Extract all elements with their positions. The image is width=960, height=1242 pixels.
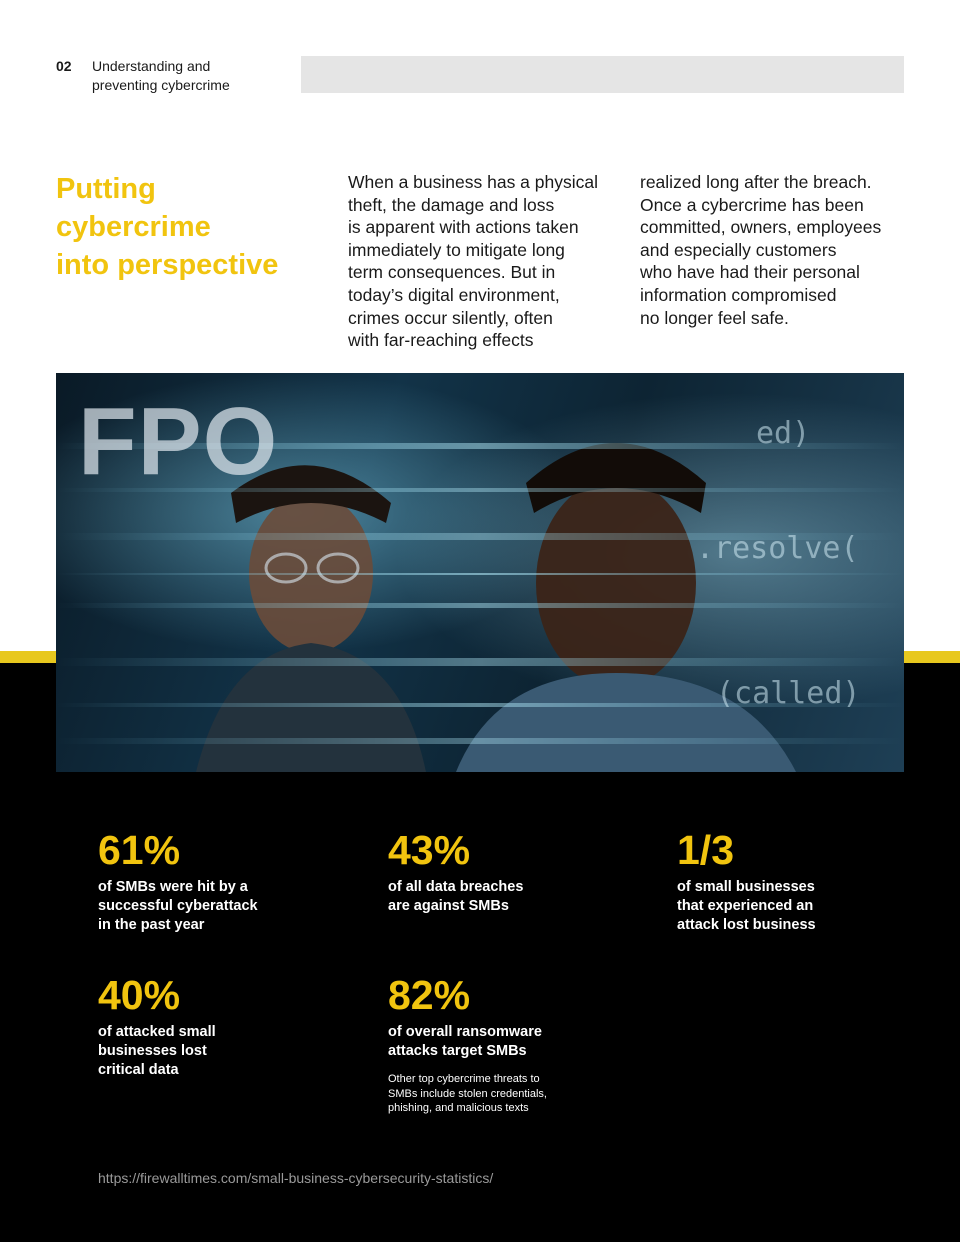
stat-footnote-line: phishing, and malicious texts — [388, 1102, 529, 1114]
stat-value: 1/3 — [677, 827, 734, 873]
stat-value: 82% — [388, 972, 471, 1018]
stat-description-line: businesses lost — [98, 1043, 207, 1059]
chapter-title-line: Understanding and — [92, 58, 211, 74]
fpo-overlay-label: FPO — [78, 388, 279, 495]
intro-line: information compromised — [640, 284, 837, 305]
hero-photo — [56, 373, 904, 772]
stat-description-line: of attacked small — [98, 1024, 216, 1040]
stat-description — [677, 878, 917, 935]
stat-description-line: of small businesses — [677, 879, 815, 895]
headline-line: into perspective — [56, 249, 279, 281]
svg-text:.resolve(: .resolve( — [696, 531, 859, 566]
stat-description-line: in the past year — [98, 917, 205, 933]
page-header — [56, 57, 282, 95]
stat-footnote — [388, 1072, 588, 1116]
intro-line: and especially customers — [640, 239, 837, 260]
stat-description-line: critical data — [98, 1062, 179, 1078]
stat-description-line: of SMBs were hit by a — [98, 879, 248, 895]
intro-column-1 — [348, 171, 623, 352]
section-headline — [56, 170, 316, 284]
intro-line: with far-reaching effects — [348, 330, 534, 351]
chapter-title-line: preventing cybercrime — [92, 77, 230, 93]
intro-line: immediately to mitigate long — [348, 239, 565, 260]
intro-line: who have had their personal — [640, 262, 860, 283]
intro-line: is apparent with actions taken — [348, 217, 579, 238]
stat-description-line: attacks target SMBs — [388, 1043, 527, 1059]
stat-footnote-line: Other top cybercrime threats to — [388, 1073, 540, 1085]
stat-description — [388, 878, 628, 916]
stat-description-line: that experienced an — [677, 898, 814, 914]
stat-block — [677, 828, 917, 935]
stat-description — [98, 1023, 338, 1080]
stat-description-line: of all data breaches — [388, 879, 524, 895]
headline-line: Putting — [56, 173, 156, 205]
stat-value: 40% — [98, 972, 181, 1018]
intro-line: When a business has a physical — [348, 172, 598, 192]
intro-line: committed, owners, employees — [640, 217, 882, 238]
intro-line: crimes occur silently, often — [348, 307, 553, 328]
header-bar — [301, 56, 904, 93]
stat-block — [388, 973, 628, 1116]
stat-description — [388, 1023, 628, 1061]
svg-text:ed): ed) — [756, 416, 811, 451]
stat-block — [388, 828, 628, 916]
stat-description-line: of overall ransomware — [388, 1024, 542, 1040]
stat-value: 43% — [388, 827, 471, 873]
stat-footnote-line: SMBs include stolen credentials, — [388, 1087, 547, 1100]
svg-text:(called): (called) — [716, 676, 861, 711]
stat-block — [98, 828, 338, 935]
stat-description-line: successful cyberattack — [98, 898, 258, 914]
intro-column-2 — [640, 171, 915, 329]
intro-line: term consequences. But in — [348, 262, 556, 283]
stat-value: 61% — [98, 827, 181, 873]
intro-line: Once a cybercrime has been — [640, 194, 864, 215]
intro-line: theft, the damage and loss — [348, 194, 555, 215]
stat-description-line: are against SMBs — [388, 898, 509, 914]
intro-line: today’s digital environment, — [348, 284, 560, 305]
intro-line: realized long after the breach. — [640, 172, 872, 192]
source-link[interactable]: https://firewalltimes.com/small-business-cybersecurity-statistics/ — [98, 1170, 494, 1186]
chapter-title — [92, 57, 282, 95]
chapter-number: 02 — [56, 58, 72, 74]
intro-line: no longer feel safe. — [640, 307, 789, 328]
stat-description-line: attack lost business — [677, 917, 816, 933]
stat-description — [98, 878, 338, 935]
stat-block — [98, 973, 338, 1080]
headline-line: cybercrime — [56, 211, 211, 243]
